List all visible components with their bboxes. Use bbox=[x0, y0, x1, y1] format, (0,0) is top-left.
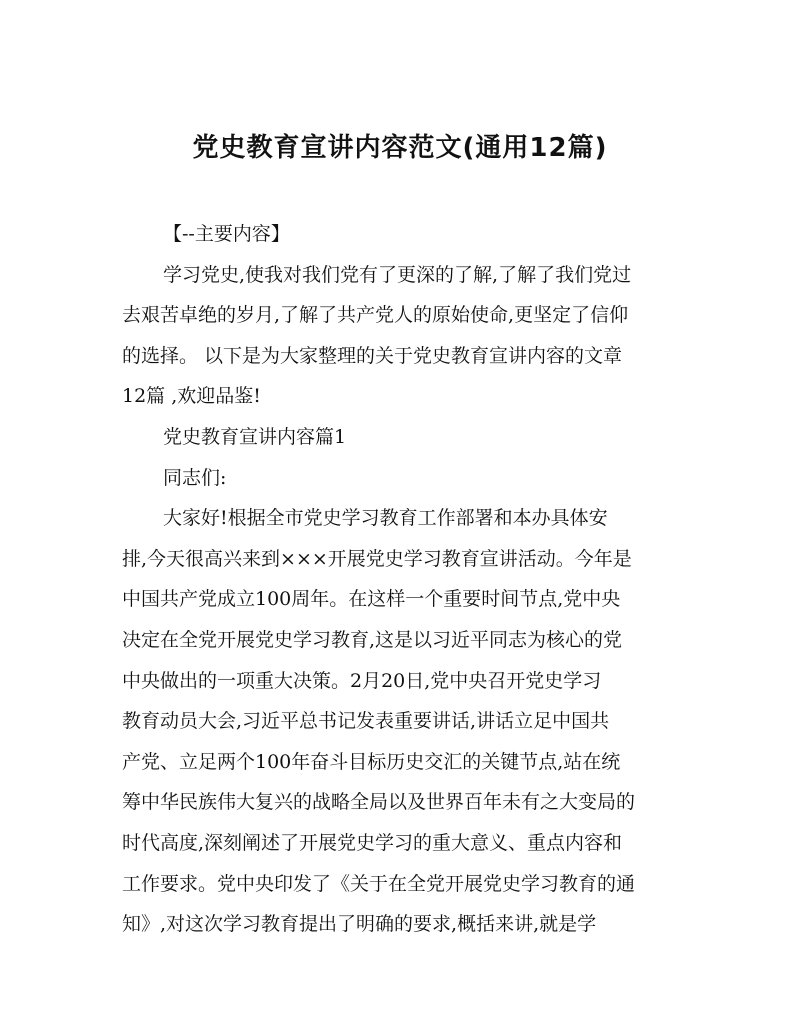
section-heading: 党史教育宣讲内容篇1 bbox=[163, 425, 347, 448]
paragraph-line: 排,今天很高兴来到×××开展党史学习教育宣讲活动。今年是 bbox=[122, 547, 632, 570]
paragraph-line: 去艰苦卓绝的岁月,了解了共产党人的原始使命,更坚定了信仰 bbox=[122, 304, 629, 327]
paragraph-line: 12篇 ,欢迎品鉴! bbox=[122, 385, 261, 408]
paragraph-line: 工作要求。党中央印发了《关于在全党开展党史学习教育的通 bbox=[122, 872, 636, 895]
paragraph-line: 产党、立足两个100年奋斗目标历史交汇的关键节点,站在统 bbox=[122, 750, 621, 773]
paragraph-line: 决定在全党开展党史学习教育,这是以习近平同志为核心的党 bbox=[122, 628, 623, 651]
paragraph-line: 教育动员大会,习近平总书记发表重要讲话,讲话立足中国共 bbox=[122, 710, 610, 733]
paragraph-line: 中国共产党成立100周年。在这样一个重要时间节点,党中央 bbox=[122, 588, 621, 611]
paragraph-line: 中央做出的一项重大决策。2月20日,党中央召开党史学习 bbox=[122, 669, 602, 692]
paragraph-line: 学习党史,使我对我们党有了更深的了解,了解了我们党过 bbox=[163, 263, 632, 286]
paragraph-line: 的选择。 以下是为大家整理的关于党史教育宣讲内容的文章 bbox=[122, 344, 623, 367]
salutation: 同志们: bbox=[163, 466, 227, 489]
document-title: 党史教育宣讲内容范文(通用12篇) bbox=[192, 133, 608, 163]
paragraph-line: 大家好!根据全市党史学习教育工作部署和本办具体安 bbox=[163, 507, 608, 530]
paragraph-line: 筹中华民族伟大复兴的战略全局以及世界百年未有之大变局的 bbox=[122, 791, 636, 814]
document-body bbox=[122, 214, 684, 945]
paragraph-line: 时代高度,深刻阐述了开展党史学习的重大意义、重点内容和 bbox=[122, 831, 623, 854]
summary-heading: 【--主要内容】 bbox=[163, 223, 290, 245]
paragraph-line: 知》,对这次学习教育提出了明确的要求,概括来讲,就是学 bbox=[122, 913, 597, 936]
